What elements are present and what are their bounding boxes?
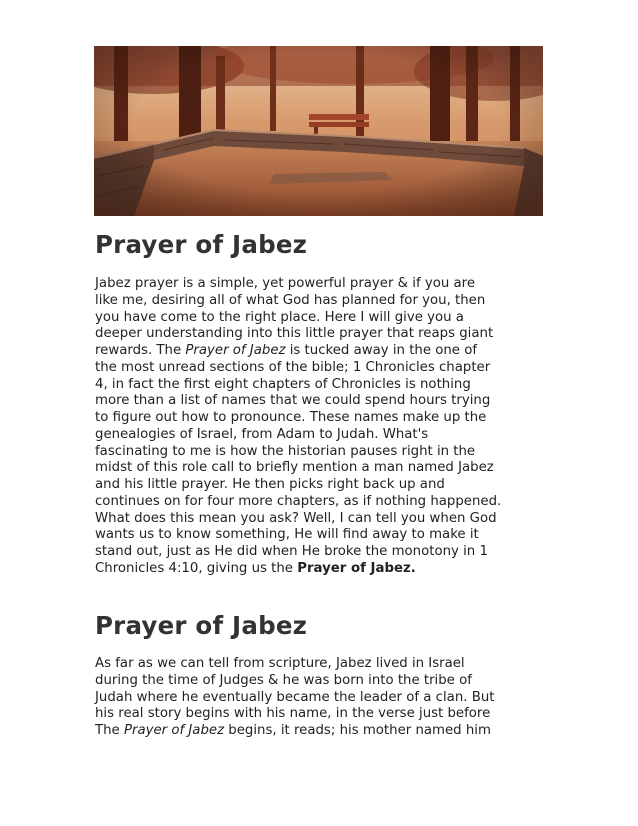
- body-line: Chronicles 4:10, giving us the Prayer of Jabez.: [95, 560, 416, 576]
- header-photo: [94, 46, 543, 216]
- italic-title: Prayer of Jabez: [123, 723, 225, 738]
- body-line: deeper understanding into this little prayer that reaps giant: [95, 326, 494, 342]
- body-line: to figure out how to pronounce. These names make up the: [95, 410, 487, 425]
- body-line: continues on for four more chapters, as if nothing happened.: [95, 493, 502, 509]
- body-line: his real story begins with his name, in the verse just before: [95, 706, 491, 722]
- forest-stone-wall-photo-icon: [94, 46, 543, 216]
- section-heading-2: Prayer of Jabez: [95, 611, 308, 640]
- body-line: The Prayer of Jabez begins, it reads; his mother named him: [95, 723, 491, 738]
- body-line: stand out, just as He did when He broke the monotony in 1: [95, 544, 488, 559]
- body-line: midst of this role call to briefly mention a man named Jabez: [95, 460, 494, 476]
- section-heading-1: Prayer of Jabez: [95, 230, 308, 259]
- body-line: more than a list of names that we could spend hours trying: [95, 393, 491, 409]
- body-line: Jabez prayer is a simple, yet powerful prayer & if you are: [95, 276, 476, 291]
- body-line: As far as we can tell from scripture, Jabez lived in Israel: [95, 656, 465, 671]
- body-line: like me, desiring all of what God has planned for you, then: [95, 292, 486, 308]
- section-body-2: [95, 656, 555, 740]
- section-body-1: [95, 276, 555, 578]
- bold-title: Prayer of Jabez.: [297, 560, 416, 576]
- italic-title: Prayer of Jabez: [185, 343, 286, 358]
- body-line: the most unread sections of the bible; 1 Chronicles chapter: [95, 359, 491, 375]
- body-line: and his little prayer. He then picks right back up and: [95, 477, 445, 492]
- body-line: What does this mean you ask? Well, I can tell you when God: [95, 510, 497, 526]
- body-line: rewards. The Prayer of Jabez is tucked away in the one of: [95, 343, 478, 358]
- body-line: wants us to know something, He will find away to make it: [95, 527, 479, 543]
- body-line: Judah where he eventually became the leader of a clan. But: [95, 689, 495, 705]
- body-line: genealogies of Israel, from Adam to Judah. What's: [95, 426, 429, 442]
- body-line: 4, in fact the first eight chapters of Chronicles is nothing: [95, 376, 471, 392]
- body-line: fascinating to me is how the historian pauses right in the: [95, 443, 476, 459]
- body-line: during the time of Judges & he was born into the tribe of: [95, 672, 472, 688]
- body-line: you have come to the right place. Here I will give you a: [95, 309, 464, 325]
